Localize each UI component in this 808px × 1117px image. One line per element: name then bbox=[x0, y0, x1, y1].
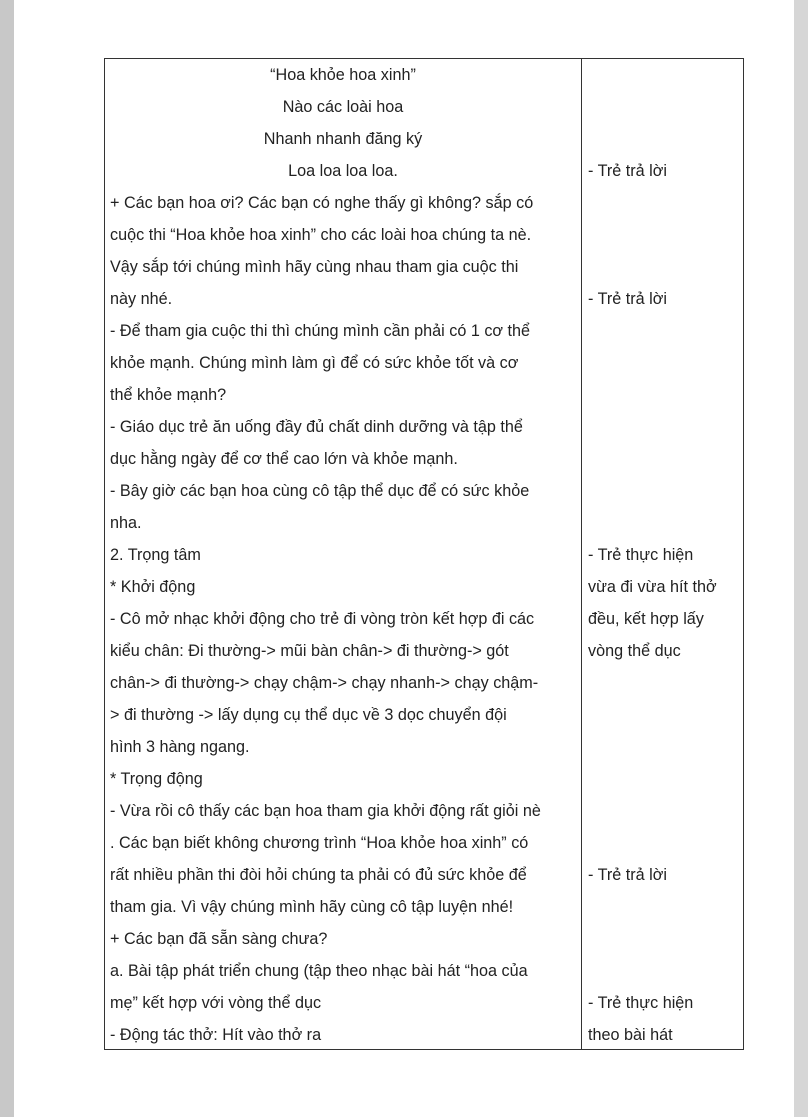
text-line: . Các bạn biết không chương trình “Hoa khỏe hoa xinh” có bbox=[110, 834, 529, 852]
text-line: - Bây giờ các bạn hoa cùng cô tập thể dục để có sức khỏe bbox=[110, 482, 530, 500]
text-line: nha. bbox=[110, 514, 142, 532]
child-activity: - Trẻ trả lời bbox=[588, 162, 667, 180]
text-line: thể khỏe mạnh? bbox=[110, 386, 227, 404]
lesson-table bbox=[104, 58, 744, 1050]
text-line: - Động tác thở: Hít vào thở ra bbox=[110, 1026, 322, 1044]
section-heading: mẹ” kết hợp với vòng thể dục bbox=[110, 994, 322, 1012]
poem-line: Nhanh nhanh đăng ký bbox=[263, 130, 423, 148]
text-line: - Để tham gia cuộc thi thì chúng mình cần phải có 1 cơ thể bbox=[110, 322, 531, 340]
child-activity: - Trẻ trả lời bbox=[588, 290, 667, 308]
text-line: + Các bạn hoa ơi? Các bạn có nghe thấy gì không? sắp có bbox=[110, 194, 534, 212]
child-activity: đều, kết hợp lấy bbox=[588, 610, 704, 628]
text-line: - Giáo dục trẻ ăn uống đầy đủ chất dinh dưỡng và tập thể bbox=[110, 418, 523, 436]
text-line: tham gia. Vì vậy chúng mình hãy cùng cô tập luyện nhé! bbox=[110, 898, 514, 916]
child-activity: vòng thể dục bbox=[588, 642, 681, 660]
document-page bbox=[14, 0, 794, 1117]
text-line: + Các bạn đã sẵn sàng chưa? bbox=[110, 930, 328, 948]
text-line: rất nhiều phần thi đòi hỏi chúng ta phải có đủ sức khỏe để bbox=[110, 866, 527, 884]
text-line: - Cô mở nhạc khởi động cho trẻ đi vòng tròn kết hợp đi các bbox=[110, 610, 535, 628]
viewer-scroll-edge bbox=[794, 0, 808, 1117]
child-activity: vừa đi vừa hít thở bbox=[588, 578, 717, 596]
text-line: Vậy sắp tới chúng mình hãy cùng nhau tham gia cuộc thi bbox=[110, 258, 519, 276]
poem-line: “Hoa khỏe hoa xinh” bbox=[270, 66, 416, 84]
text-line: > đi thường -> lấy dụng cụ thể dục về 3 dọc chuyển đội bbox=[110, 706, 507, 724]
text-line: kiểu chân: Đi thường-> mũi bàn chân-> đi thường-> gót bbox=[110, 642, 509, 660]
poem-line: Loa loa loa loa. bbox=[288, 162, 398, 180]
text-line: cuộc thi “Hoa khỏe hoa xinh” cho các loài hoa chúng ta nè. bbox=[110, 226, 532, 244]
section-heading: 2. Trọng tâm bbox=[110, 546, 201, 564]
text-line: khỏe mạnh. Chúng mình làm gì để có sức khỏe tốt và cơ bbox=[110, 354, 519, 372]
text-line: - Vừa rồi cô thấy các bạn hoa tham gia khởi động rất giỏi nè bbox=[110, 802, 541, 820]
child-activity: - Trẻ trả lời bbox=[588, 866, 667, 884]
text-line: chân-> đi thường-> chạy chậm-> chạy nhanh-> chạy chậm- bbox=[110, 674, 539, 692]
child-activity: theo bài hát bbox=[588, 1026, 673, 1044]
section-heading: * Khởi động bbox=[110, 578, 196, 596]
child-activity: - Trẻ thực hiện bbox=[588, 994, 694, 1012]
section-heading: a. Bài tập phát triển chung (tập theo nhạc bài hát “hoa của bbox=[110, 962, 528, 980]
text-line: dục hằng ngày để cơ thể cao lớn và khỏe mạnh. bbox=[110, 450, 458, 468]
child-activity: - Trẻ thực hiện bbox=[588, 546, 694, 564]
text-line: hình 3 hàng ngang. bbox=[110, 738, 250, 756]
section-heading: * Trọng động bbox=[110, 770, 203, 788]
text-line: này nhé. bbox=[110, 290, 173, 308]
column-divider bbox=[581, 59, 582, 1049]
poem-line: Nào các loài hoa bbox=[282, 98, 404, 116]
